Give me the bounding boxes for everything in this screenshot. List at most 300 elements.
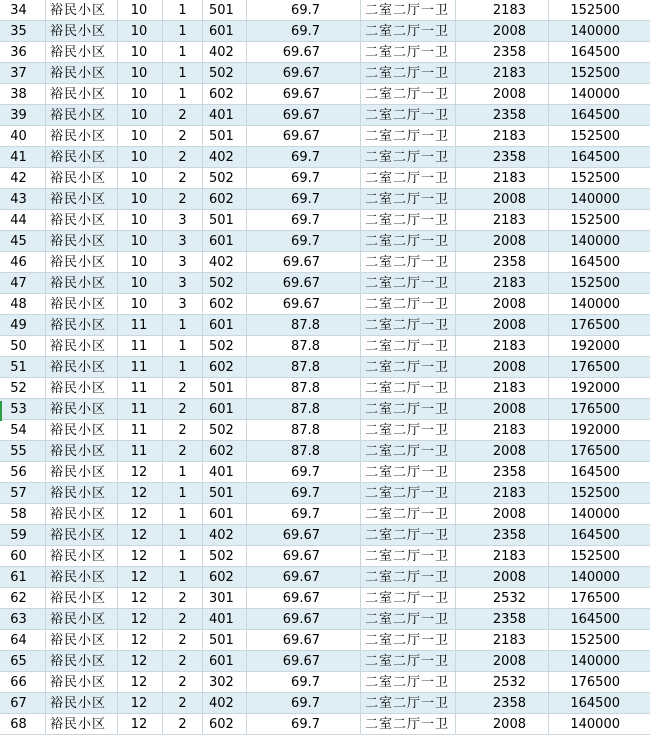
table-row[interactable] <box>0 63 650 84</box>
cell-building[interactable]: 11 <box>118 357 163 378</box>
cell-building[interactable]: 12 <box>118 693 163 714</box>
cell-unit-price[interactable]: 2183 <box>456 273 549 294</box>
cell-room[interactable]: 601 <box>203 231 247 252</box>
cell-row-number[interactable]: 61 <box>0 567 46 588</box>
cell-row-number[interactable]: 35 <box>0 21 46 42</box>
table-row[interactable] <box>0 630 650 651</box>
table-row[interactable] <box>0 21 650 42</box>
cell-area[interactable]: 69.7 <box>247 0 361 21</box>
cell-room[interactable]: 601 <box>203 399 247 420</box>
table-row[interactable] <box>0 546 650 567</box>
cell-building[interactable]: 12 <box>118 651 163 672</box>
cell-unit[interactable]: 1 <box>163 504 203 525</box>
cell-unit[interactable]: 3 <box>163 231 203 252</box>
table-row[interactable] <box>0 567 650 588</box>
cell-layout[interactable]: 二室二厅一卫 <box>361 672 456 693</box>
cell-row-number[interactable]: 46 <box>0 252 46 273</box>
cell-total-price[interactable]: 192000 <box>549 420 650 441</box>
cell-community-name[interactable]: 裕民小区 <box>46 441 118 462</box>
cell-layout[interactable]: 二室二厅一卫 <box>361 714 456 735</box>
cell-unit-price[interactable]: 2008 <box>456 21 549 42</box>
cell-building[interactable]: 10 <box>118 63 163 84</box>
cell-unit-price[interactable]: 2358 <box>456 525 549 546</box>
cell-room[interactable]: 602 <box>203 189 247 210</box>
cell-room[interactable]: 402 <box>203 693 247 714</box>
cell-area[interactable]: 69.67 <box>247 525 361 546</box>
cell-room[interactable]: 402 <box>203 42 247 63</box>
cell-unit-price[interactable]: 2183 <box>456 210 549 231</box>
cell-community-name[interactable]: 裕民小区 <box>46 399 118 420</box>
cell-layout[interactable]: 二室二厅一卫 <box>361 315 456 336</box>
table-row[interactable] <box>0 147 650 168</box>
cell-room[interactable]: 502 <box>203 420 247 441</box>
cell-row-number[interactable]: 63 <box>0 609 46 630</box>
cell-total-price[interactable]: 192000 <box>549 336 650 357</box>
table-row[interactable] <box>0 252 650 273</box>
cell-total-price[interactable]: 140000 <box>549 504 650 525</box>
table-row[interactable] <box>0 399 650 420</box>
cell-unit-price[interactable]: 2183 <box>456 420 549 441</box>
cell-building[interactable]: 10 <box>118 84 163 105</box>
cell-building[interactable]: 10 <box>118 105 163 126</box>
cell-total-price[interactable]: 164500 <box>549 462 650 483</box>
cell-unit[interactable]: 1 <box>163 567 203 588</box>
cell-room[interactable]: 602 <box>203 714 247 735</box>
cell-building[interactable]: 11 <box>118 315 163 336</box>
table-row[interactable] <box>0 672 650 693</box>
cell-area[interactable]: 69.7 <box>247 672 361 693</box>
cell-row-number[interactable]: 53 <box>0 399 46 420</box>
cell-unit[interactable]: 2 <box>163 693 203 714</box>
cell-total-price[interactable]: 164500 <box>549 147 650 168</box>
cell-total-price[interactable]: 152500 <box>549 126 650 147</box>
cell-community-name[interactable]: 裕民小区 <box>46 504 118 525</box>
cell-unit-price[interactable]: 2183 <box>456 168 549 189</box>
cell-building[interactable]: 11 <box>118 420 163 441</box>
cell-area[interactable]: 87.8 <box>247 399 361 420</box>
cell-building[interactable]: 10 <box>118 210 163 231</box>
cell-total-price[interactable]: 164500 <box>549 42 650 63</box>
cell-building[interactable]: 10 <box>118 273 163 294</box>
table-row[interactable] <box>0 105 650 126</box>
cell-room[interactable]: 502 <box>203 336 247 357</box>
table-row[interactable] <box>0 231 650 252</box>
cell-area[interactable]: 87.8 <box>247 357 361 378</box>
cell-unit[interactable]: 2 <box>163 378 203 399</box>
cell-unit[interactable]: 2 <box>163 441 203 462</box>
cell-area[interactable]: 69.7 <box>247 714 361 735</box>
cell-unit-price[interactable]: 2183 <box>456 546 549 567</box>
cell-total-price[interactable]: 152500 <box>549 483 650 504</box>
cell-row-number[interactable]: 38 <box>0 84 46 105</box>
cell-row-number[interactable]: 59 <box>0 525 46 546</box>
cell-room[interactable]: 602 <box>203 294 247 315</box>
cell-community-name[interactable]: 裕民小区 <box>46 315 118 336</box>
cell-building[interactable]: 11 <box>118 378 163 399</box>
cell-area[interactable]: 69.7 <box>247 189 361 210</box>
cell-layout[interactable]: 二室二厅一卫 <box>361 525 456 546</box>
cell-layout[interactable]: 二室二厅一卫 <box>361 357 456 378</box>
cell-total-price[interactable]: 176500 <box>549 399 650 420</box>
cell-area[interactable]: 87.8 <box>247 441 361 462</box>
cell-area[interactable]: 69.67 <box>247 105 361 126</box>
cell-unit-price[interactable]: 2008 <box>456 567 549 588</box>
cell-layout[interactable]: 二室二厅一卫 <box>361 504 456 525</box>
cell-total-price[interactable]: 140000 <box>549 231 650 252</box>
cell-community-name[interactable]: 裕民小区 <box>46 693 118 714</box>
cell-room[interactable]: 402 <box>203 252 247 273</box>
cell-unit[interactable]: 1 <box>163 21 203 42</box>
cell-community-name[interactable]: 裕民小区 <box>46 105 118 126</box>
cell-unit[interactable]: 2 <box>163 126 203 147</box>
cell-layout[interactable]: 二室二厅一卫 <box>361 588 456 609</box>
cell-unit[interactable]: 1 <box>163 0 203 21</box>
table-row[interactable] <box>0 168 650 189</box>
cell-unit[interactable]: 2 <box>163 189 203 210</box>
cell-total-price[interactable]: 152500 <box>549 0 650 21</box>
cell-row-number[interactable]: 66 <box>0 672 46 693</box>
cell-layout[interactable]: 二室二厅一卫 <box>361 462 456 483</box>
cell-community-name[interactable]: 裕民小区 <box>46 483 118 504</box>
cell-community-name[interactable]: 裕民小区 <box>46 84 118 105</box>
cell-community-name[interactable]: 裕民小区 <box>46 336 118 357</box>
cell-building[interactable]: 10 <box>118 0 163 21</box>
cell-room[interactable]: 602 <box>203 84 247 105</box>
cell-room[interactable]: 401 <box>203 462 247 483</box>
cell-unit-price[interactable]: 2008 <box>456 504 549 525</box>
cell-unit-price[interactable]: 2008 <box>456 714 549 735</box>
cell-building[interactable]: 12 <box>118 483 163 504</box>
table-row[interactable] <box>0 693 650 714</box>
cell-row-number[interactable]: 43 <box>0 189 46 210</box>
cell-row-number[interactable]: 56 <box>0 462 46 483</box>
cell-unit-price[interactable]: 2008 <box>456 651 549 672</box>
cell-area[interactable]: 69.67 <box>247 252 361 273</box>
cell-layout[interactable]: 二室二厅一卫 <box>361 105 456 126</box>
cell-area[interactable]: 69.7 <box>247 231 361 252</box>
cell-total-price[interactable]: 140000 <box>549 714 650 735</box>
cell-total-price[interactable]: 152500 <box>549 630 650 651</box>
cell-area[interactable]: 69.7 <box>247 504 361 525</box>
cell-unit-price[interactable]: 2358 <box>456 42 549 63</box>
cell-layout[interactable]: 二室二厅一卫 <box>361 210 456 231</box>
cell-community-name[interactable]: 裕民小区 <box>46 609 118 630</box>
cell-unit-price[interactable]: 2358 <box>456 693 549 714</box>
table-row[interactable] <box>0 84 650 105</box>
cell-total-price[interactable]: 152500 <box>549 63 650 84</box>
cell-total-price[interactable]: 164500 <box>549 609 650 630</box>
cell-unit[interactable]: 2 <box>163 399 203 420</box>
cell-unit-price[interactable]: 2183 <box>456 126 549 147</box>
cell-building[interactable]: 11 <box>118 399 163 420</box>
cell-area[interactable]: 69.7 <box>247 462 361 483</box>
cell-row-number[interactable]: 50 <box>0 336 46 357</box>
table-row[interactable] <box>0 357 650 378</box>
cell-total-price[interactable]: 152500 <box>549 546 650 567</box>
cell-row-number[interactable]: 39 <box>0 105 46 126</box>
cell-room[interactable]: 501 <box>203 483 247 504</box>
cell-unit-price[interactable]: 2008 <box>456 399 549 420</box>
cell-row-number[interactable]: 44 <box>0 210 46 231</box>
cell-total-price[interactable]: 176500 <box>549 672 650 693</box>
cell-community-name[interactable]: 裕民小区 <box>46 462 118 483</box>
cell-row-number[interactable]: 47 <box>0 273 46 294</box>
cell-total-price[interactable]: 176500 <box>549 357 650 378</box>
cell-area[interactable]: 69.7 <box>247 693 361 714</box>
cell-building[interactable]: 10 <box>118 21 163 42</box>
table-row[interactable] <box>0 0 650 21</box>
cell-area[interactable]: 69.67 <box>247 294 361 315</box>
table-row[interactable] <box>0 651 650 672</box>
cell-unit-price[interactable]: 2183 <box>456 336 549 357</box>
cell-layout[interactable]: 二室二厅一卫 <box>361 0 456 21</box>
cell-unit-price[interactable]: 2008 <box>456 294 549 315</box>
table-row[interactable] <box>0 441 650 462</box>
cell-room[interactable]: 302 <box>203 672 247 693</box>
cell-layout[interactable]: 二室二厅一卫 <box>361 84 456 105</box>
cell-row-number[interactable]: 34 <box>0 0 46 21</box>
table-row[interactable] <box>0 714 650 735</box>
cell-building[interactable]: 12 <box>118 525 163 546</box>
cell-community-name[interactable]: 裕民小区 <box>46 567 118 588</box>
cell-layout[interactable]: 二室二厅一卫 <box>361 21 456 42</box>
table-row[interactable] <box>0 42 650 63</box>
cell-row-number[interactable]: 48 <box>0 294 46 315</box>
cell-community-name[interactable]: 裕民小区 <box>46 252 118 273</box>
cell-unit[interactable]: 3 <box>163 252 203 273</box>
cell-layout[interactable]: 二室二厅一卫 <box>361 189 456 210</box>
table-row[interactable] <box>0 126 650 147</box>
table-row[interactable] <box>0 210 650 231</box>
cell-community-name[interactable]: 裕民小区 <box>46 651 118 672</box>
cell-room[interactable]: 501 <box>203 210 247 231</box>
cell-row-number[interactable]: 55 <box>0 441 46 462</box>
cell-community-name[interactable]: 裕民小区 <box>46 273 118 294</box>
cell-community-name[interactable]: 裕民小区 <box>46 525 118 546</box>
cell-building[interactable]: 12 <box>118 588 163 609</box>
cell-unit[interactable]: 1 <box>163 315 203 336</box>
cell-unit-price[interactable]: 2183 <box>456 630 549 651</box>
cell-total-price[interactable]: 192000 <box>549 378 650 399</box>
cell-building[interactable]: 11 <box>118 336 163 357</box>
cell-layout[interactable]: 二室二厅一卫 <box>361 630 456 651</box>
cell-room[interactable]: 502 <box>203 168 247 189</box>
cell-unit-price[interactable]: 2358 <box>456 252 549 273</box>
cell-unit-price[interactable]: 2532 <box>456 672 549 693</box>
table-row[interactable] <box>0 189 650 210</box>
cell-layout[interactable]: 二室二厅一卫 <box>361 336 456 357</box>
cell-layout[interactable]: 二室二厅一卫 <box>361 273 456 294</box>
cell-row-number[interactable]: 68 <box>0 714 46 735</box>
cell-total-price[interactable]: 164500 <box>549 105 650 126</box>
cell-total-price[interactable]: 164500 <box>549 252 650 273</box>
cell-row-number[interactable]: 60 <box>0 546 46 567</box>
cell-area[interactable]: 69.67 <box>247 630 361 651</box>
cell-area[interactable]: 69.7 <box>247 147 361 168</box>
table-row[interactable] <box>0 378 650 399</box>
cell-unit[interactable]: 2 <box>163 651 203 672</box>
cell-community-name[interactable]: 裕民小区 <box>46 189 118 210</box>
cell-layout[interactable]: 二室二厅一卫 <box>361 252 456 273</box>
cell-room[interactable]: 601 <box>203 315 247 336</box>
cell-unit[interactable]: 2 <box>163 609 203 630</box>
cell-unit[interactable]: 2 <box>163 714 203 735</box>
cell-unit[interactable]: 2 <box>163 168 203 189</box>
cell-row-number[interactable]: 58 <box>0 504 46 525</box>
cell-building[interactable]: 12 <box>118 462 163 483</box>
cell-community-name[interactable]: 裕民小区 <box>46 42 118 63</box>
cell-total-price[interactable]: 152500 <box>549 168 650 189</box>
cell-unit-price[interactable]: 2358 <box>456 462 549 483</box>
cell-building[interactable]: 10 <box>118 126 163 147</box>
cell-row-number[interactable]: 67 <box>0 693 46 714</box>
table-row[interactable] <box>0 483 650 504</box>
cell-building[interactable]: 10 <box>118 42 163 63</box>
cell-unit[interactable]: 1 <box>163 546 203 567</box>
cell-layout[interactable]: 二室二厅一卫 <box>361 378 456 399</box>
table-row[interactable] <box>0 336 650 357</box>
cell-total-price[interactable]: 164500 <box>549 693 650 714</box>
cell-row-number[interactable]: 41 <box>0 147 46 168</box>
cell-area[interactable]: 87.8 <box>247 378 361 399</box>
cell-unit-price[interactable]: 2008 <box>456 441 549 462</box>
cell-unit[interactable]: 3 <box>163 210 203 231</box>
cell-building[interactable]: 11 <box>118 441 163 462</box>
cell-room[interactable]: 601 <box>203 21 247 42</box>
cell-community-name[interactable]: 裕民小区 <box>46 0 118 21</box>
table-row[interactable] <box>0 462 650 483</box>
cell-unit[interactable]: 1 <box>163 357 203 378</box>
table-row[interactable] <box>0 525 650 546</box>
cell-total-price[interactable]: 140000 <box>549 294 650 315</box>
cell-layout[interactable]: 二室二厅一卫 <box>361 168 456 189</box>
cell-community-name[interactable]: 裕民小区 <box>46 294 118 315</box>
cell-row-number[interactable]: 51 <box>0 357 46 378</box>
cell-building[interactable]: 12 <box>118 567 163 588</box>
cell-room[interactable]: 501 <box>203 126 247 147</box>
cell-building[interactable]: 10 <box>118 294 163 315</box>
cell-building[interactable]: 12 <box>118 546 163 567</box>
cell-unit[interactable]: 1 <box>163 525 203 546</box>
cell-building[interactable]: 10 <box>118 231 163 252</box>
cell-total-price[interactable]: 164500 <box>549 525 650 546</box>
table-row[interactable] <box>0 609 650 630</box>
cell-area[interactable]: 69.67 <box>247 273 361 294</box>
cell-layout[interactable]: 二室二厅一卫 <box>361 42 456 63</box>
cell-unit[interactable]: 1 <box>163 42 203 63</box>
cell-unit-price[interactable]: 2532 <box>456 588 549 609</box>
table-row[interactable] <box>0 273 650 294</box>
table-row[interactable] <box>0 315 650 336</box>
cell-community-name[interactable]: 裕民小区 <box>46 168 118 189</box>
cell-room[interactable]: 501 <box>203 630 247 651</box>
cell-unit-price[interactable]: 2008 <box>456 84 549 105</box>
cell-total-price[interactable]: 140000 <box>549 567 650 588</box>
cell-layout[interactable]: 二室二厅一卫 <box>361 63 456 84</box>
cell-total-price[interactable]: 152500 <box>549 210 650 231</box>
cell-community-name[interactable]: 裕民小区 <box>46 147 118 168</box>
cell-unit-price[interactable]: 2008 <box>456 231 549 252</box>
cell-layout[interactable]: 二室二厅一卫 <box>361 567 456 588</box>
cell-community-name[interactable]: 裕民小区 <box>46 420 118 441</box>
cell-total-price[interactable]: 140000 <box>549 84 650 105</box>
table-row[interactable] <box>0 588 650 609</box>
cell-unit[interactable]: 2 <box>163 672 203 693</box>
cell-layout[interactable]: 二室二厅一卫 <box>361 483 456 504</box>
cell-community-name[interactable]: 裕民小区 <box>46 210 118 231</box>
cell-total-price[interactable]: 140000 <box>549 189 650 210</box>
cell-total-price[interactable]: 140000 <box>549 21 650 42</box>
cell-community-name[interactable]: 裕民小区 <box>46 714 118 735</box>
cell-area[interactable]: 69.67 <box>247 651 361 672</box>
cell-layout[interactable]: 二室二厅一卫 <box>361 147 456 168</box>
cell-room[interactable]: 601 <box>203 504 247 525</box>
cell-building[interactable]: 10 <box>118 189 163 210</box>
cell-row-number[interactable]: 49 <box>0 315 46 336</box>
cell-area[interactable]: 69.67 <box>247 546 361 567</box>
cell-area[interactable]: 87.8 <box>247 315 361 336</box>
cell-unit[interactable]: 1 <box>163 336 203 357</box>
cell-layout[interactable]: 二室二厅一卫 <box>361 441 456 462</box>
cell-building[interactable]: 10 <box>118 147 163 168</box>
cell-unit-price[interactable]: 2008 <box>456 357 549 378</box>
cell-area[interactable]: 69.67 <box>247 63 361 84</box>
cell-building[interactable]: 12 <box>118 714 163 735</box>
cell-community-name[interactable]: 裕民小区 <box>46 63 118 84</box>
cell-row-number[interactable]: 36 <box>0 42 46 63</box>
cell-row-number[interactable]: 65 <box>0 651 46 672</box>
cell-community-name[interactable]: 裕民小区 <box>46 672 118 693</box>
cell-room[interactable]: 602 <box>203 441 247 462</box>
cell-total-price[interactable]: 152500 <box>549 273 650 294</box>
cell-room[interactable]: 602 <box>203 567 247 588</box>
cell-layout[interactable]: 二室二厅一卫 <box>361 294 456 315</box>
cell-layout[interactable]: 二室二厅一卫 <box>361 546 456 567</box>
cell-room[interactable]: 301 <box>203 588 247 609</box>
cell-community-name[interactable]: 裕民小区 <box>46 231 118 252</box>
cell-unit[interactable]: 1 <box>163 462 203 483</box>
cell-building[interactable]: 10 <box>118 252 163 273</box>
cell-unit-price[interactable]: 2358 <box>456 147 549 168</box>
cell-area[interactable]: 87.8 <box>247 420 361 441</box>
cell-area[interactable]: 69.7 <box>247 483 361 504</box>
cell-total-price[interactable]: 176500 <box>549 441 650 462</box>
cell-unit[interactable]: 2 <box>163 588 203 609</box>
cell-unit-price[interactable]: 2183 <box>456 483 549 504</box>
cell-area[interactable]: 69.7 <box>247 21 361 42</box>
cell-area[interactable]: 87.8 <box>247 336 361 357</box>
cell-unit[interactable]: 2 <box>163 420 203 441</box>
cell-unit-price[interactable]: 2008 <box>456 189 549 210</box>
cell-unit-price[interactable]: 2358 <box>456 609 549 630</box>
cell-row-number[interactable]: 57 <box>0 483 46 504</box>
cell-unit-price[interactable]: 2008 <box>456 315 549 336</box>
cell-building[interactable]: 12 <box>118 609 163 630</box>
cell-room[interactable]: 401 <box>203 105 247 126</box>
cell-room[interactable]: 401 <box>203 609 247 630</box>
table-row[interactable] <box>0 420 650 441</box>
cell-room[interactable]: 602 <box>203 357 247 378</box>
cell-layout[interactable]: 二室二厅一卫 <box>361 420 456 441</box>
cell-unit[interactable]: 1 <box>163 483 203 504</box>
cell-area[interactable]: 69.7 <box>247 168 361 189</box>
cell-layout[interactable]: 二室二厅一卫 <box>361 126 456 147</box>
cell-building[interactable]: 10 <box>118 168 163 189</box>
cell-layout[interactable]: 二室二厅一卫 <box>361 651 456 672</box>
cell-unit-price[interactable]: 2183 <box>456 63 549 84</box>
cell-layout[interactable]: 二室二厅一卫 <box>361 693 456 714</box>
table-row[interactable] <box>0 504 650 525</box>
